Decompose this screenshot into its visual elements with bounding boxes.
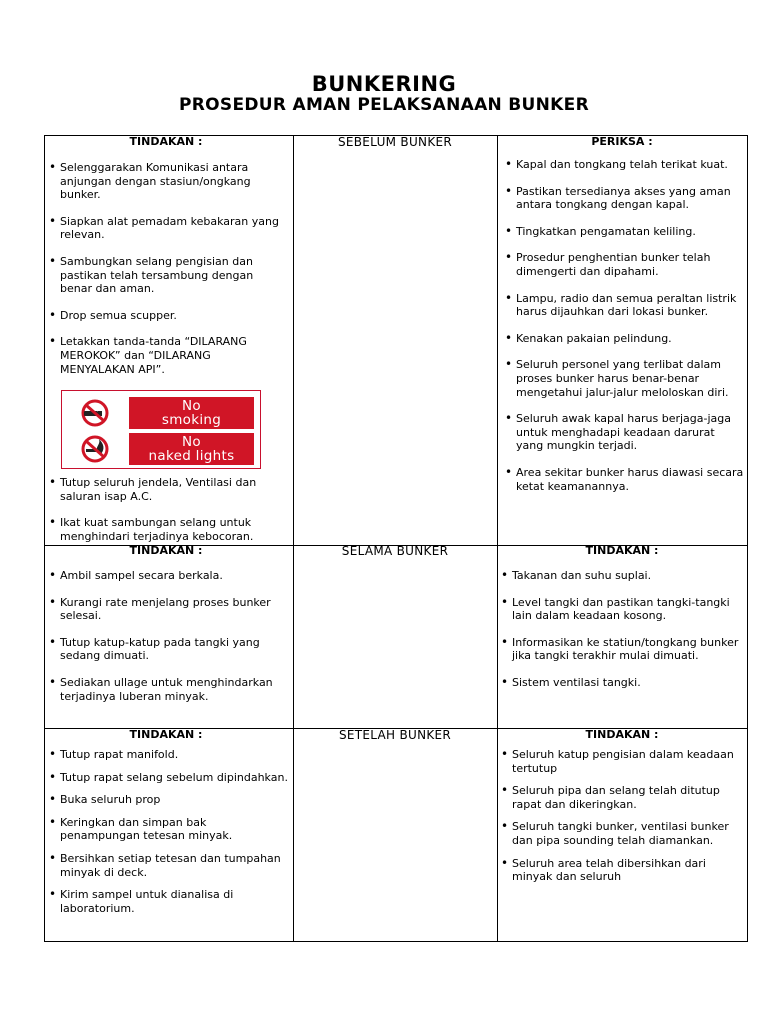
list-item: • Seluruh pipa dan selang telah ditutup rapat dan dikeringkan. [500, 784, 744, 811]
list-item: • Letakkan tanda-tanda “DILARANG MEROKOK” dan “DILARANG MENYALAKAN API”. [48, 335, 288, 376]
list-item: • Drop semua scupper. [48, 309, 288, 323]
safety-sign [61, 390, 261, 469]
no-smoking-line1: No [182, 398, 201, 414]
list-item: • Tutup katup-katup pada tangki yang sedang dimuati. [48, 636, 288, 663]
no-smoking-label [129, 397, 254, 429]
no-smoking-line2: smoking [161, 412, 222, 428]
selama-left-list [48, 556, 288, 703]
column-divider [293, 136, 294, 941]
sebelum-left-list [48, 148, 288, 376]
list-item: • Pastikan tersedianya akses yang aman antara tongkang dengan kapal. [504, 185, 744, 212]
document-subtitle: PROSEDUR AMAN PELAKSANAAN BUNKER [179, 95, 589, 115]
list-item: • Sediakan ullage untuk menghindarkan terjadinya luberan minyak. [48, 676, 288, 703]
list-item: • Kirim sampel untuk dianalisa di laboratorium. [48, 888, 288, 915]
list-item: • Area sekitar bunker harus diawasi secara ketat keamanannya. [504, 466, 744, 493]
selama-right-heading: TINDAKAN : [585, 544, 659, 557]
list-item: • Prosedur penghentian bunker telah dimengerti dan dipahami. [504, 251, 744, 278]
column-divider [497, 136, 498, 941]
list-item: • Siapkan alat pemadam kebakaran yang relevan. [48, 215, 288, 242]
list-item: • Tutup seluruh jendela, Ventilasi dan saluran isap A.C. [48, 476, 288, 503]
sebelum-left-list-2 [48, 463, 288, 543]
no-lights-line2: naked lights [148, 448, 235, 464]
list-item: • Seluruh area telah dibersihkan dari minyak dan seluruh [500, 857, 744, 884]
selama-left-heading: TINDAKAN : [129, 544, 203, 557]
no-lights-line1: No [182, 434, 201, 450]
no-smoking-icon [68, 397, 122, 429]
stage-selama-bunker: SELAMA BUNKER [341, 544, 449, 558]
stage-setelah-bunker: SETELAH BUNKER [338, 728, 452, 742]
no-naked-lights-label [129, 433, 254, 465]
list-item: • Tutup rapat selang sebelum dipindahkan. [48, 771, 288, 785]
list-item: • Ikat kuat sambungan selang untuk menghindari terjadinya kebocoran. [48, 516, 288, 543]
list-item: • Keringkan dan simpan bak penampungan tetesan minyak. [48, 816, 288, 843]
sebelum-right-heading: PERIKSA : [591, 135, 653, 148]
list-item: • Bersihkan setiap tetesan dan tumpahan minyak di deck. [48, 852, 288, 879]
list-item: • Seluruh tangki bunker, ventilasi bunker dan pipa sounding telah diamankan. [500, 820, 744, 847]
setelah-right-heading: TINDAKAN : [585, 728, 659, 741]
list-item: • Buka seluruh prop [48, 793, 288, 807]
setelah-left-heading: TINDAKAN : [129, 728, 203, 741]
list-item: • Seluruh katup pengisian dalam keadaan tertutup [500, 748, 744, 775]
list-item: • Kenakan pakaian pelindung. [504, 332, 744, 346]
list-item: • Sistem ventilasi tangki. [500, 676, 744, 690]
document-title: BUNKERING [311, 72, 457, 96]
list-item: • Tutup rapat manifold. [48, 748, 288, 762]
list-item: • Seluruh awak kapal harus berjaga-jaga untuk menghadapi keadaan darurat yang mungkin terjadi. [504, 412, 744, 453]
no-naked-lights-icon [68, 433, 122, 465]
list-item: • Selenggarakan Komunikasi antara anjungan dengan stasiun/ongkang bunker. [48, 161, 288, 202]
list-item: • Informasikan ke statiun/tongkang bunker jika tangki terakhir mulai dimuati. [500, 636, 744, 663]
list-item: • Level tangki dan pastikan tangki-tangki lain dalam keadaan kosong. [500, 596, 744, 623]
list-item: • Kurangi rate menjelang proses bunker selesai. [48, 596, 288, 623]
selama-right-list [500, 556, 744, 690]
setelah-right-list [500, 739, 744, 884]
list-item: • Takanan dan suhu suplai. [500, 569, 744, 583]
list-item: • Ambil sampel secara berkala. [48, 569, 288, 583]
sebelum-left-heading: TINDAKAN : [129, 135, 203, 148]
list-item: • Seluruh personel yang terlibat dalam proses bunker harus benar-benar mengetahui jalur-jalur meloloskan diri. [504, 358, 744, 399]
stage-sebelum-bunker: SEBELUM BUNKER [337, 135, 453, 149]
list-item: • Tingkatkan pengamatan keliling. [504, 225, 744, 239]
setelah-left-list [48, 739, 288, 915]
list-item: • Lampu, radio dan semua peraltan listrik harus dijauhkan dari lokasi bunker. [504, 292, 744, 319]
list-item: • Sambungkan selang pengisian dan pastikan telah tersambung dengan benar dan aman. [48, 255, 288, 296]
list-item: • Kapal dan tongkang telah terikat kuat. [504, 158, 744, 172]
sebelum-right-list [504, 145, 744, 493]
